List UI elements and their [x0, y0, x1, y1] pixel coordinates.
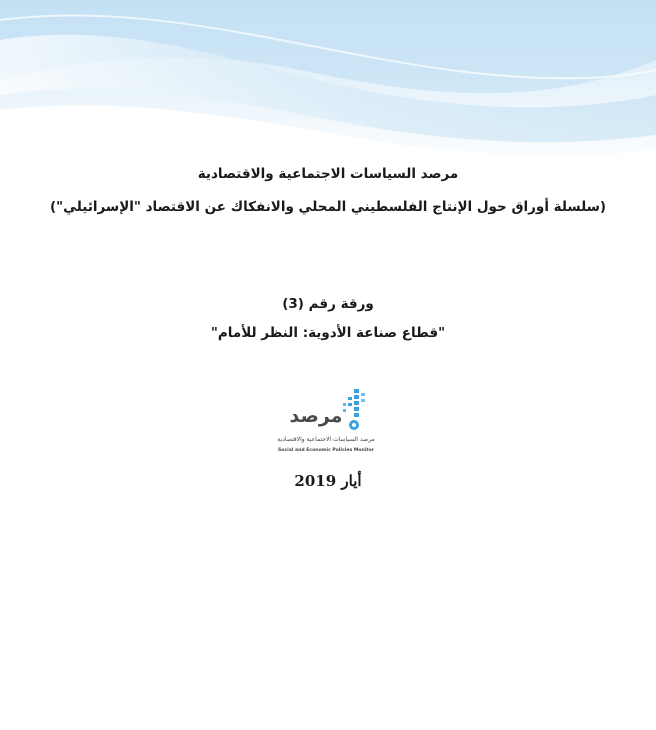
paper-number: ورقة رقم (3) [282, 296, 374, 312]
organization-name: مرصد السياسات الاجتماعية والاقتصادية [197, 166, 459, 182]
paper-title: "قطاع صناعة الأدوية: النظر للأمام" [210, 325, 446, 341]
logo-wordmark: مرصد [289, 405, 343, 427]
publication-date: أيار 2019 [294, 472, 362, 490]
series-title: (سلسلة أوراق حول الإنتاج الفلسطيني المحلي والانفكاك عن الاقتصاد "الإسرائيلي") [49, 199, 607, 215]
header-wave-decoration [0, 0, 656, 170]
logo-arabic-name: مرصد السياسات الاجتماعية والاقتصادية [277, 436, 375, 443]
logo-english-name: Social and Economic Policies Monitor [277, 448, 375, 453]
